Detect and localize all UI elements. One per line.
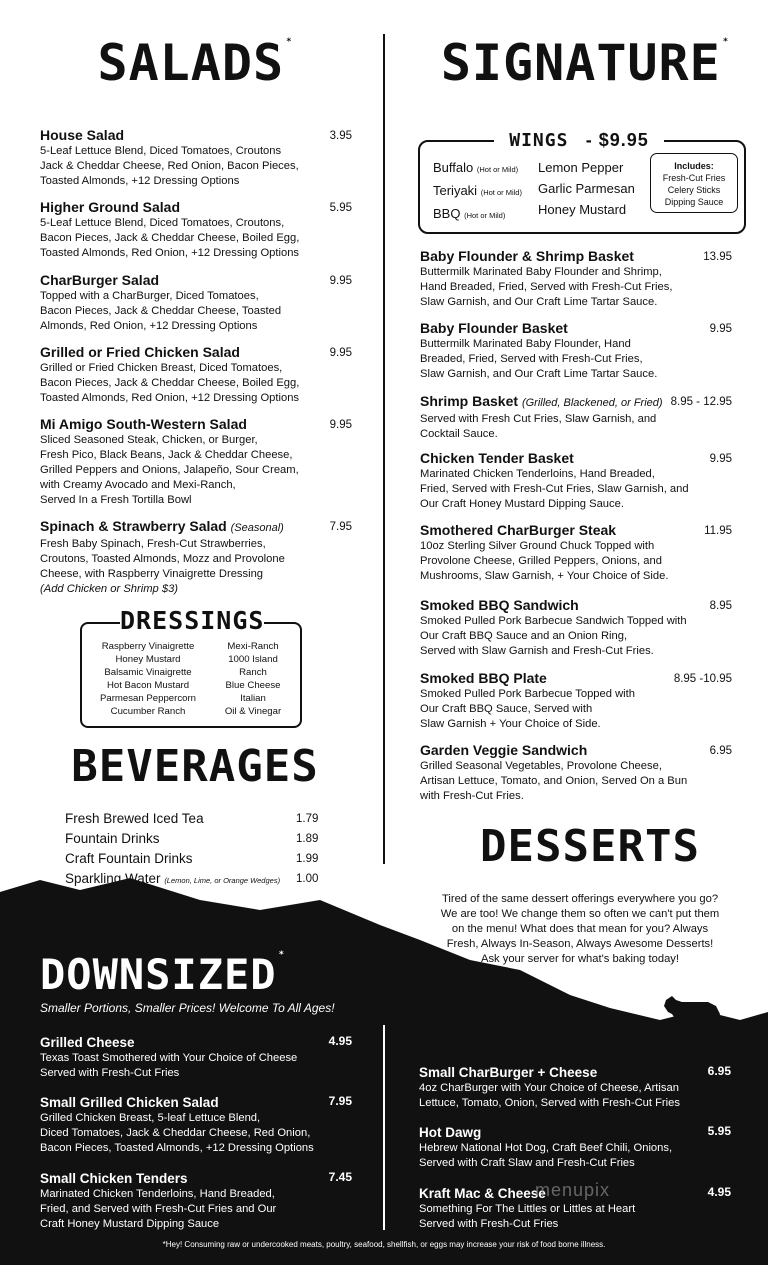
downsized-tagline: Smaller Portions, Smaller Prices! Welcome To All Ages!: [40, 1001, 335, 1015]
item-name-text: Grilled or Fried Chicken Salad: [40, 344, 240, 360]
item-name-text: Higher Ground Salad: [40, 199, 181, 215]
item-description: 5-Leaf Lettuce Blend, Diced Tomatoes, Croutons Jack & Cheddar Cheese, Red Onion, Bacon Pieces, Toasted Almonds, +12 Dressing Options: [40, 145, 299, 187]
item-price: 8.95 - 12.95: [670, 396, 732, 408]
item-description: Marinated Chicken Tenderloins, Hand Breaded, Fried, and Served with Fresh-Cut Fries and Our Craft Honey Mustard Dipping Sauce: [40, 1188, 277, 1230]
beverages-title: BEVERAGES: [71, 741, 319, 792]
item-description: Grilled or Fried Chicken Breast, Diced Tomatoes, Bacon Pieces, Jack & Cheddar Cheese, Boiled Egg, Toasted Almonds, Red Onion, +12 Dressing Options: [40, 362, 300, 404]
item-description: Texas Toast Smothered with Your Choice of Cheese Served with Fresh-Cut Fries: [40, 1052, 298, 1079]
dressing-option: Mexi-Ranch: [227, 641, 279, 652]
item-extra: (Add Chicken or Shrimp $3): [40, 583, 179, 595]
item-price: 6.95: [709, 745, 732, 757]
item-name-text: Small Grilled Chicken Salad: [40, 1095, 219, 1110]
dressing-option: Cucumber Ranch: [110, 706, 186, 717]
item-name: [420, 320, 732, 337]
salads-title: SALADS *: [97, 34, 293, 92]
item-price: 7.45: [328, 1170, 352, 1184]
item-description: Fresh Baby Spinach, Fresh-Cut Strawberries, Croutons, Toasted Almonds, Mozz and Provolone Cheese, with Raspberry Vinaigrette Dressing: [40, 538, 285, 580]
item-name: [419, 1064, 731, 1081]
menu-item: [420, 393, 732, 442]
item-name: [40, 1034, 352, 1051]
item-description: Hebrew National Hot Dog, Craft Beef Chili, Onions, Served with Craft Slaw and Fresh-Cut Fries: [419, 1142, 673, 1169]
wing-flavor-note: (Hot or Mild): [464, 211, 506, 220]
wing-flavor: Lemon Pepper: [538, 160, 624, 175]
dressing-option: Blue Cheese: [225, 680, 281, 691]
menu-item: [40, 416, 352, 508]
include-item: Celery Sticks: [667, 185, 721, 195]
menu-item: [420, 670, 732, 732]
beverage-name: [65, 829, 160, 849]
item-description: Grilled Chicken Breast, 5-leaf Lettuce Blend, Diced Tomatoes, Jack & Cheddar Cheese, Red Onion, Bacon Pieces, Toasted Almonds, +12 Dressing Options: [40, 1112, 314, 1154]
item-price: 8.95: [709, 600, 732, 612]
beverage-price: 1.00: [296, 873, 319, 885]
dressing-option: Ranch: [239, 667, 267, 678]
item-price: 11.95: [704, 525, 732, 537]
wing-flavor: Honey Mustard: [538, 202, 627, 217]
desserts-text: Tired of the same dessert offerings everywhere you go? We are too! We change them so often we can't put them on the menu! What does that mean for you? Always Fresh, Always In-Season, Always Awesome Desserts! Ask your server for what's baking today!: [440, 893, 720, 965]
item-name: [40, 416, 352, 433]
include-item: Dipping Sauce: [664, 197, 724, 207]
item-name-text: Chicken Tender Basket: [420, 450, 574, 466]
item-description: Grilled Seasonal Vegetables, Provolone Cheese, Artisan Lettuce, Tomato, and Onion, Served On a Bun with Fresh-Cut Fries.: [420, 760, 688, 802]
item-name-text: Small Chicken Tenders: [40, 1171, 188, 1186]
desserts-title: DESSERTS: [480, 821, 700, 872]
menu-item: [40, 272, 352, 334]
item-price: 4.95: [707, 1185, 731, 1199]
item-name: [420, 597, 732, 614]
includes-title: Includes:: [674, 161, 714, 171]
wing-flavor-note: (Hot or Mild): [476, 165, 519, 174]
item-name-text: Kraft Mac & Cheese: [419, 1186, 546, 1201]
item-price: 6.95: [707, 1064, 731, 1078]
dressing-option: Parmesan Peppercorn: [100, 693, 196, 704]
dressing-option: Oil & Vinegar: [224, 706, 282, 717]
wing-flavor-name: BBQ: [433, 206, 461, 221]
dressing-option: Hot Bacon Mustard: [106, 680, 190, 691]
menu-item: [419, 1124, 731, 1171]
beverage-name: [65, 809, 204, 829]
item-description: Smoked Pulled Pork Barbecue Topped with Our Craft BBQ Sauce, Served with Slaw Garnish + Your Choice of Side.: [420, 688, 635, 730]
dressing-option: Italian: [240, 693, 266, 704]
menu-item: [40, 344, 352, 406]
menu-item: [420, 450, 732, 512]
item-name: [420, 450, 732, 467]
menu-item: [40, 1094, 352, 1156]
item-name: [40, 518, 352, 537]
item-description: Buttermilk Marinated Baby Flounder, Hand Breaded, Fried, Served with Fresh-Cut Fries, Slaw Garnish, and Our Craft Lime Tartar Sauce.: [420, 338, 658, 380]
item-price: 9.95: [329, 419, 352, 431]
wing-flavor: [433, 180, 543, 203]
beverage-name: [65, 849, 193, 869]
wings-flavors-b: [538, 157, 648, 220]
item-description: Smoked Pulled Pork Barbecue Sandwich Topped with Our Craft BBQ Sauce and an Onion Ring, Served with Slaw Garnish and Fresh-Cut Fries.: [420, 615, 687, 657]
item-name-text: Garden Veggie Sandwich: [420, 742, 588, 758]
item-name-text: Smoked BBQ Plate: [420, 670, 547, 686]
item-description: Buttermilk Marinated Baby Flounder and Shrimp, Hand Breaded, Fried, Served with Fresh-Cut Fries, Slaw Garnish, and Our Craft Lime Tartar Sauce.: [420, 266, 673, 308]
wings-title: WINGS - $9.95: [494, 121, 664, 155]
item-description: Marinated Chicken Tenderloins, Hand Breaded, Fried, Served with Fresh-Cut Fries, Slaw Garnish, and Our Craft Honey Mustard Dipping Sauce.: [420, 468, 689, 510]
item-price: 7.95: [329, 521, 352, 533]
menu-item: [420, 522, 732, 584]
menu-item: [420, 597, 732, 659]
item-name-text: Small CharBurger + Cheese: [419, 1065, 598, 1080]
signature-title: SIGNATURE *: [440, 34, 730, 92]
wing-flavor-note: (Hot or Mild): [480, 188, 522, 197]
item-price: 9.95: [329, 347, 352, 359]
item-description: 5-Leaf Lettuce Blend, Diced Tomatoes, Croutons, Bacon Pieces, Jack & Cheddar Cheese, Boiled Egg, Toasted Almonds, Red Onion, +12 Dressing Options: [40, 217, 300, 259]
wing-flavor: [433, 203, 543, 226]
item-description: Something For The Littles or Littles at Heart Served with Fresh-Cut Fries: [419, 1203, 636, 1230]
wing-flavor: Garlic Parmesan: [538, 181, 635, 196]
item-name-text: Smoked BBQ Sandwich: [420, 597, 579, 613]
item-name-text: Grilled Cheese: [40, 1035, 135, 1050]
item-name: [420, 522, 732, 539]
beverage-name-text: Fountain Drinks: [65, 831, 160, 846]
downsized-divider: [383, 1025, 385, 1230]
wing-flavor: [433, 157, 543, 180]
item-price: 3.95: [329, 130, 352, 142]
beverage-name-text: Fresh Brewed Iced Tea: [65, 811, 204, 826]
menu-item: [40, 1034, 352, 1081]
item-price: 4.95: [328, 1034, 352, 1048]
item-name-text: CharBurger Salad: [40, 272, 160, 288]
include-item: Fresh-Cut Fries: [662, 173, 726, 183]
menu-item: [40, 1170, 352, 1232]
beverage-name-text: Sparkling Water: [65, 871, 161, 886]
item-price: 5.95: [329, 202, 352, 214]
wing-flavor-name: Teriyaki: [433, 183, 478, 198]
item-name-text: Baby Flounder & Shrimp Basket: [420, 248, 634, 264]
dressing-option: 1000 Island: [228, 654, 278, 665]
item-description: 4oz CharBurger with Your Choice of Cheese, Artisan Lettuce, Tomato, Onion, Served with Fresh-Cut Fries: [419, 1082, 680, 1109]
beverage-name-text: Craft Fountain Drinks: [65, 851, 193, 866]
dressing-option: Honey Mustard: [115, 654, 181, 665]
item-name-text: Baby Flounder Basket: [420, 320, 568, 336]
item-name: [40, 127, 352, 144]
menu-item: [419, 1064, 731, 1111]
item-name-text: Shrimp Basket: [420, 393, 519, 409]
beverage-price: 1.99: [296, 853, 319, 865]
item-price: 5.95: [707, 1124, 731, 1138]
wings-includes: [650, 153, 738, 213]
item-price: 9.95: [329, 275, 352, 287]
bull-icon: [662, 990, 728, 1036]
item-price: 8.95 -10.95: [673, 673, 732, 685]
item-price: 9.95: [709, 323, 732, 335]
wings-flavors-a: [433, 157, 543, 226]
menu-item: [420, 320, 732, 382]
item-name-text: Hot Dawg: [419, 1125, 482, 1140]
menu-item: [40, 199, 352, 261]
beverage-price: 1.79: [296, 813, 319, 825]
includes-list: [651, 172, 737, 208]
item-name: [420, 742, 732, 759]
item-name-text: House Salad: [40, 127, 125, 143]
beverage-note: (Lemon, Lime, or Orange Wedges): [164, 876, 281, 885]
menu-item: [420, 248, 732, 310]
item-name: [40, 272, 352, 289]
item-name-text: Spinach & Strawberry Salad: [40, 518, 227, 534]
item-name-text: Mi Amigo South-Western Salad: [40, 416, 247, 432]
item-description: Served with Fresh Cut Fries, Slaw Garnish, and Cocktail Sauce.: [420, 413, 657, 440]
watermark: menupix: [535, 1180, 611, 1200]
item-name: [40, 1170, 352, 1187]
item-name: [40, 199, 352, 216]
dressing-option: Raspberry Vinaigrette: [101, 641, 195, 652]
footnote: *Hey! Consuming raw or undercooked meats, poultry, seafood, shellfish, or eggs may increase your risk of food borne illness.: [162, 1240, 606, 1249]
item-price: 9.95: [709, 453, 732, 465]
item-name: [40, 344, 352, 361]
beverage-price: 1.89: [296, 833, 319, 845]
item-name: [419, 1124, 731, 1141]
item-description: Topped with a CharBurger, Diced Tomatoes, Bacon Pieces, Jack & Cheddar Cheese, Toasted Almonds, Red Onion, +12 Dressing Options: [40, 290, 282, 332]
dressings-title: DRESSINGS: [120, 606, 265, 635]
dressings-right-column: [208, 640, 298, 718]
item-description: Sliced Seasoned Steak, Chicken, or Burger, Fresh Pico, Black Beans, Jack & Cheddar Cheese, Grilled Peppers and Onions, Jalapeño, Sour Cream, with Creamy Avocado and Mexi-Ranch, Served In a Fresh Tortilla Bowl: [40, 434, 299, 506]
item-note: (Seasonal): [230, 522, 284, 534]
menu-item: [40, 518, 352, 597]
item-note: (Grilled, Blackened, or Fried): [521, 397, 663, 409]
dressings-left-column: [88, 640, 208, 718]
item-price: 13.95: [703, 251, 732, 263]
wing-flavor-name: Buffalo: [433, 160, 474, 175]
item-name-text: Smothered CharBurger Steak: [420, 522, 617, 538]
downsized-title: DOWNSIZED *: [40, 950, 285, 999]
item-price: 7.95: [328, 1094, 352, 1108]
item-name: [420, 248, 732, 265]
dressing-option: Balsamic Vinaigrette: [104, 667, 192, 678]
menu-item: [40, 127, 352, 189]
item-description: 10oz Sterling Silver Ground Chuck Topped with Provolone Cheese, Grilled Peppers, Onions, and Mushrooms, Slaw Garnish, + Your Choice of Side.: [420, 540, 669, 582]
column-divider: [383, 34, 385, 864]
menu-item: [420, 742, 732, 804]
item-name: [40, 1094, 352, 1111]
